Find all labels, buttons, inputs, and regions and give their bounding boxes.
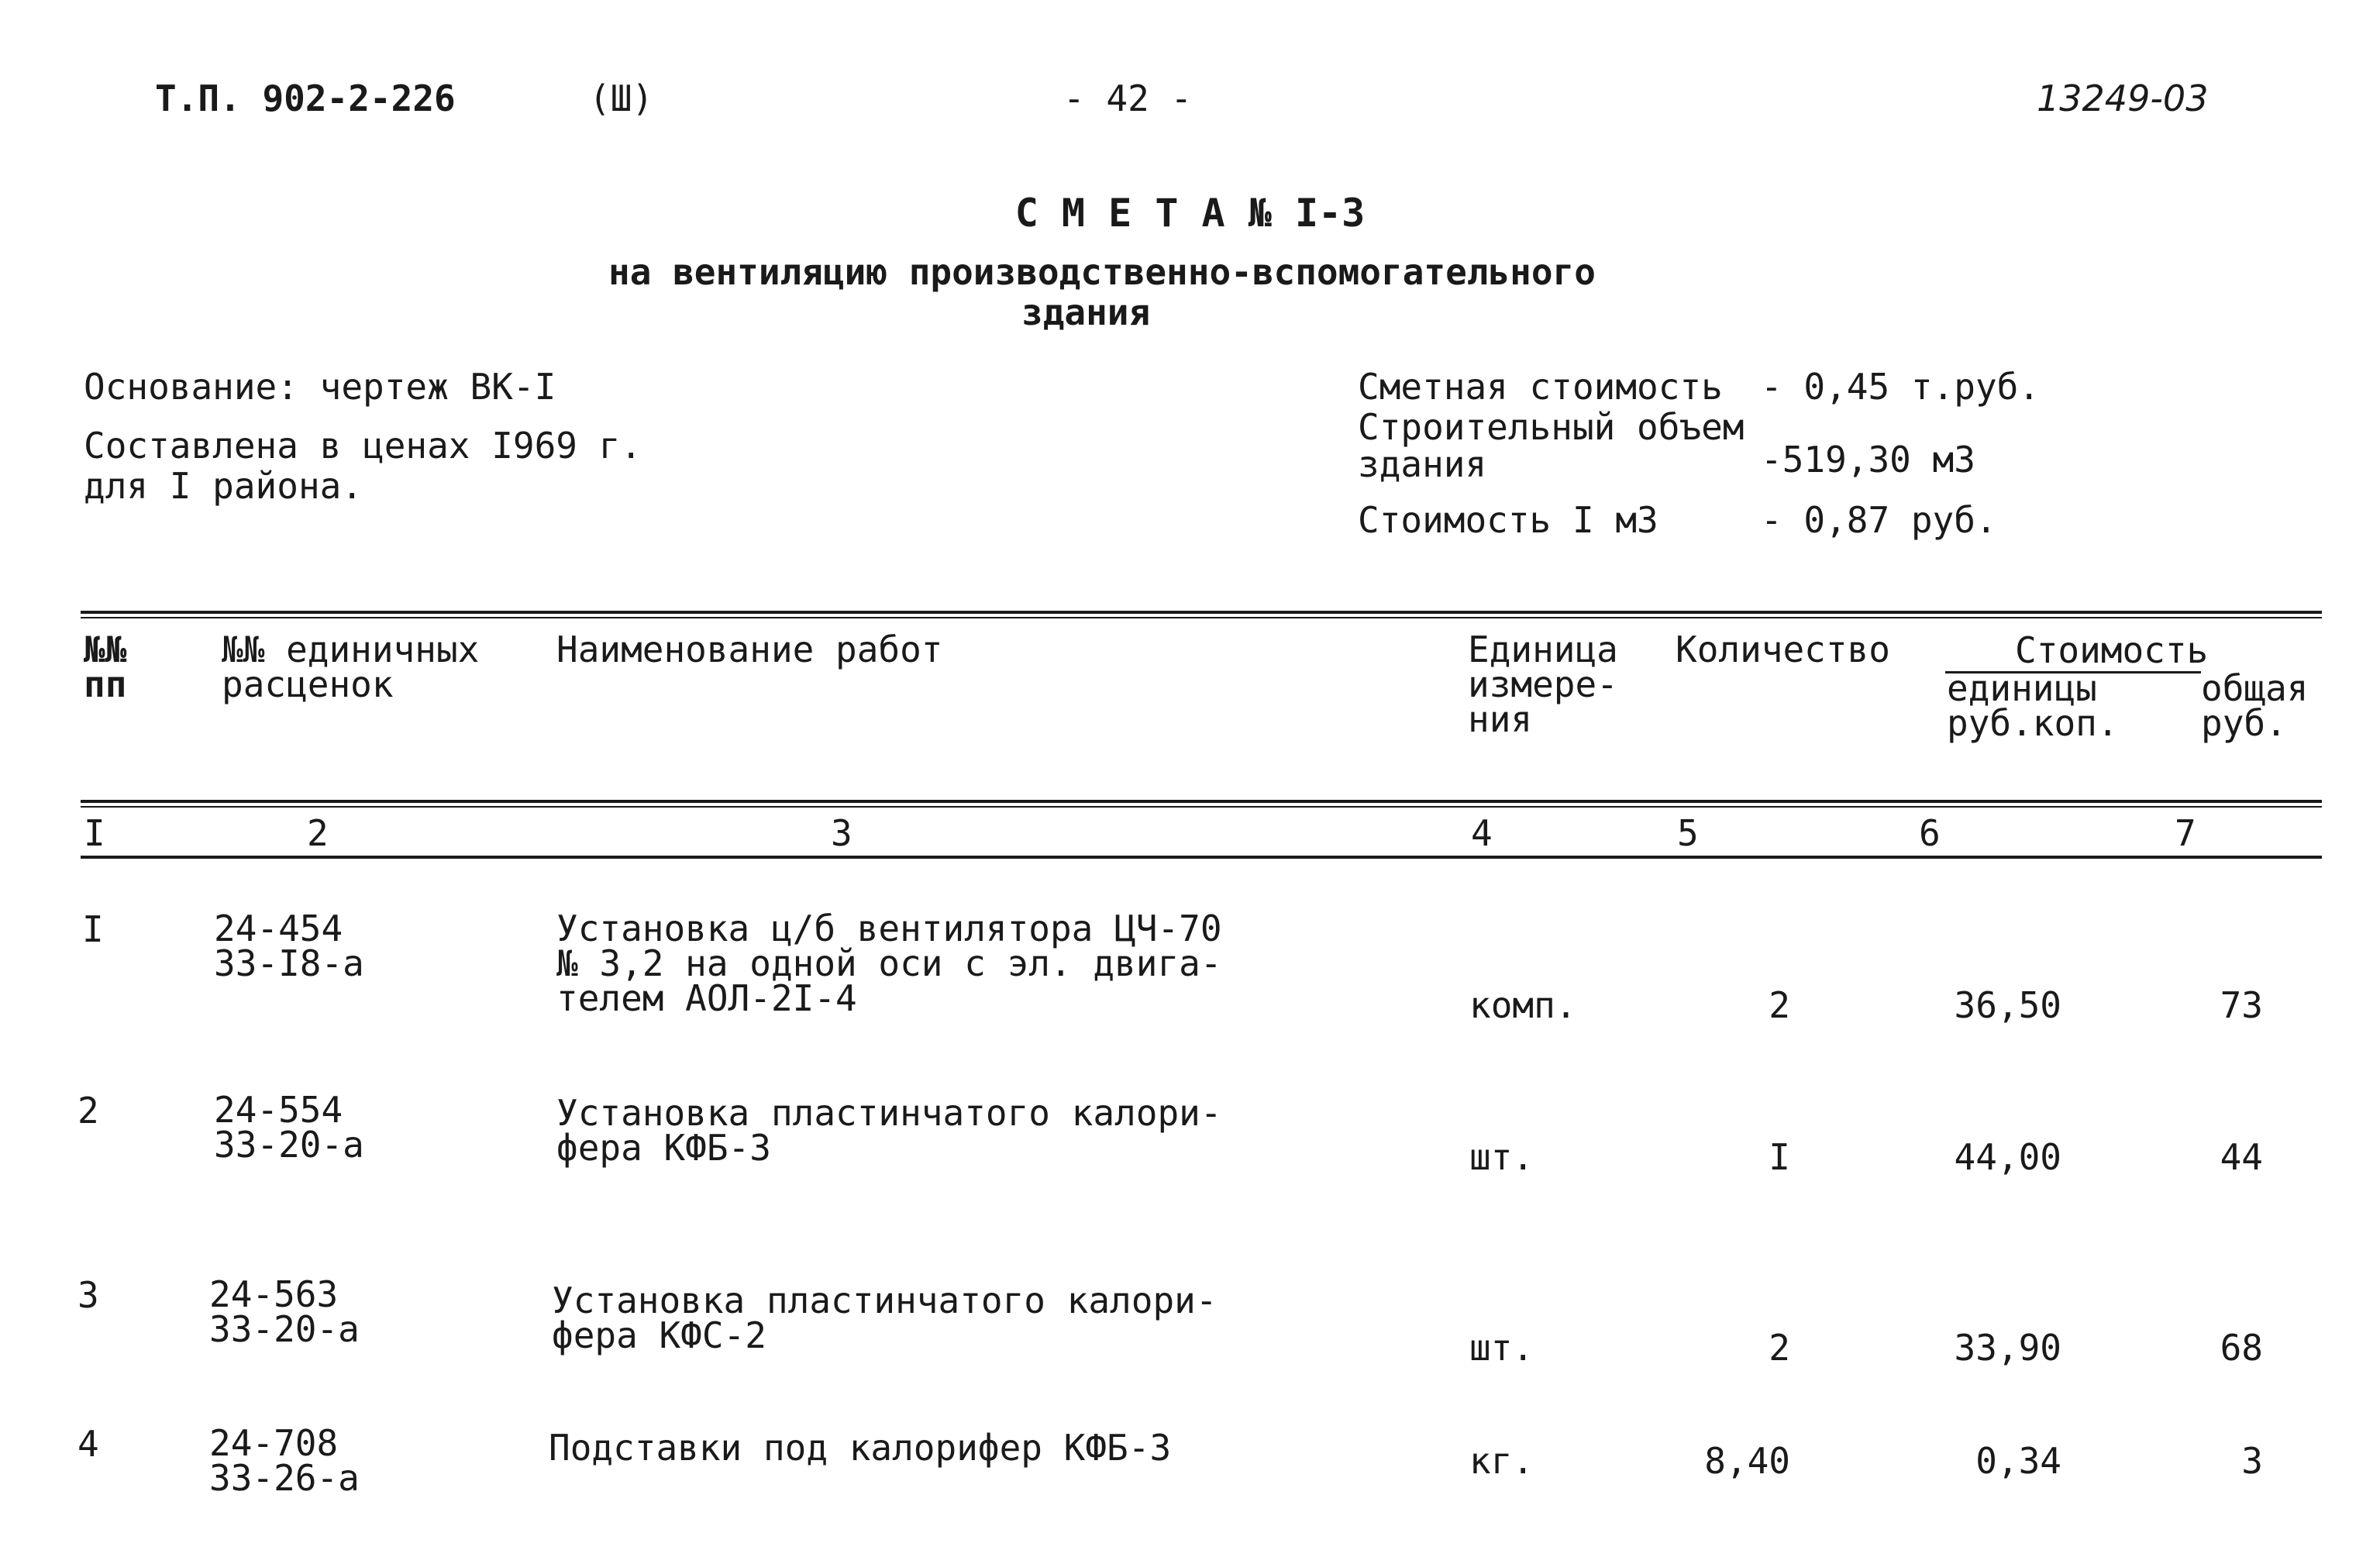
rate-codes: 24-554 33-20-а — [214, 1089, 364, 1166]
estimate-title: С М Е Т А № I-3 — [1014, 191, 1366, 236]
volume-label-line2: здания — [1358, 443, 1487, 485]
column-number-5: 5 — [1677, 812, 1699, 854]
estimated-cost-label: Сметная стоимость — [1358, 366, 1723, 408]
row-number: 4 — [77, 1423, 99, 1465]
archive-number: 13249-03 — [2037, 78, 2209, 119]
work-name: Установка пластинчатого калори- фера КФС-2 — [552, 1280, 1218, 1357]
total-cost: 68 — [2220, 1327, 2263, 1369]
total-cost: 3 — [2241, 1440, 2263, 1482]
column-number-6: 6 — [1919, 812, 1941, 854]
column-number-1: I — [84, 812, 105, 854]
volume-label-line1: Строительный объем — [1358, 406, 1745, 448]
row-number: I — [82, 908, 104, 950]
rate-codes: 24-563 33-20-а — [209, 1273, 360, 1351]
unit-cost: 44,00 — [1954, 1136, 2061, 1178]
column-number-7: 7 — [2175, 812, 2196, 854]
total-cost: 44 — [2220, 1136, 2263, 1178]
header-col-rate-codes: №№ единичных расценок — [222, 629, 480, 706]
work-name: Установка ц/б вентилятора ЦЧ-70 № 3,2 на одной оси с эл. двига- телем АОЛ-2I-4 — [556, 908, 1222, 1020]
unit-cost-label: Стоимость I м3 — [1358, 499, 1658, 541]
rate-codes: 24-708 33-26-а — [209, 1422, 360, 1500]
table-top-rule-thin — [81, 617, 2322, 618]
header-col-unit: Единица измере- ния — [1468, 629, 1618, 741]
table-top-rule — [81, 611, 2322, 614]
row-number: 3 — [77, 1274, 99, 1316]
project-code: Т.П. 902-2-226 — [155, 78, 456, 119]
basis-text: Основание: чертеж ВК-I — [84, 366, 556, 408]
quantity: 8,40 — [1704, 1440, 1790, 1482]
quantity: 2 — [1769, 984, 1790, 1026]
unit-cost-value: - 0,87 руб. — [1761, 499, 1997, 541]
header-col-row-number: №№ пп — [84, 629, 127, 706]
estimate-subtitle-line1: на вентиляцию производственно-вспомогательного — [608, 251, 1596, 293]
header-col-quantity: Количество — [1676, 629, 1890, 670]
header-bottom-rule-thin — [81, 806, 2322, 808]
row-number: 2 — [77, 1090, 99, 1132]
quantity: I — [1769, 1136, 1790, 1178]
total-cost: 73 — [2220, 984, 2263, 1026]
unit: комп. — [1469, 984, 1577, 1026]
unit-cost: 33,90 — [1954, 1327, 2061, 1369]
estimated-cost-value: - 0,45 т.руб. — [1761, 366, 2041, 408]
rate-codes: 24-454 33-I8-а — [214, 908, 364, 985]
unit: кг. — [1469, 1440, 1534, 1482]
unit: шт. — [1469, 1136, 1534, 1178]
column-number-3: 3 — [831, 812, 852, 854]
volume-value: -519,30 м3 — [1761, 439, 1975, 481]
quantity: 2 — [1769, 1327, 1790, 1369]
unit: шт. — [1469, 1327, 1534, 1369]
header-col-total-cost: общая руб. — [2201, 667, 2309, 745]
prices-text-line2: для I района. — [84, 465, 363, 507]
column-number-rule — [81, 856, 2322, 859]
work-name: Подставки под калорифер КФБ-3 — [549, 1427, 1172, 1469]
album-number: (Ш) — [589, 78, 654, 119]
unit-cost: 36,50 — [1954, 984, 2061, 1026]
column-number-4: 4 — [1471, 812, 1493, 854]
work-name: Установка пластинчатого калори- фера КФБ-3 — [556, 1092, 1222, 1169]
header-col-unit-cost: единицы руб.коп. — [1947, 667, 2119, 745]
estimate-subtitle-line2: здания — [1021, 291, 1151, 333]
unit-cost: 0,34 — [1975, 1440, 2061, 1482]
prices-text-line1: Составлена в ценах I969 г. — [84, 425, 642, 467]
header-col-work-name: Наименование работ — [556, 629, 943, 670]
header-bottom-rule — [81, 800, 2322, 803]
header-cost-group: Стоимость — [2015, 629, 2209, 671]
column-number-2: 2 — [307, 812, 329, 854]
page-number: - 42 - — [1063, 78, 1193, 119]
